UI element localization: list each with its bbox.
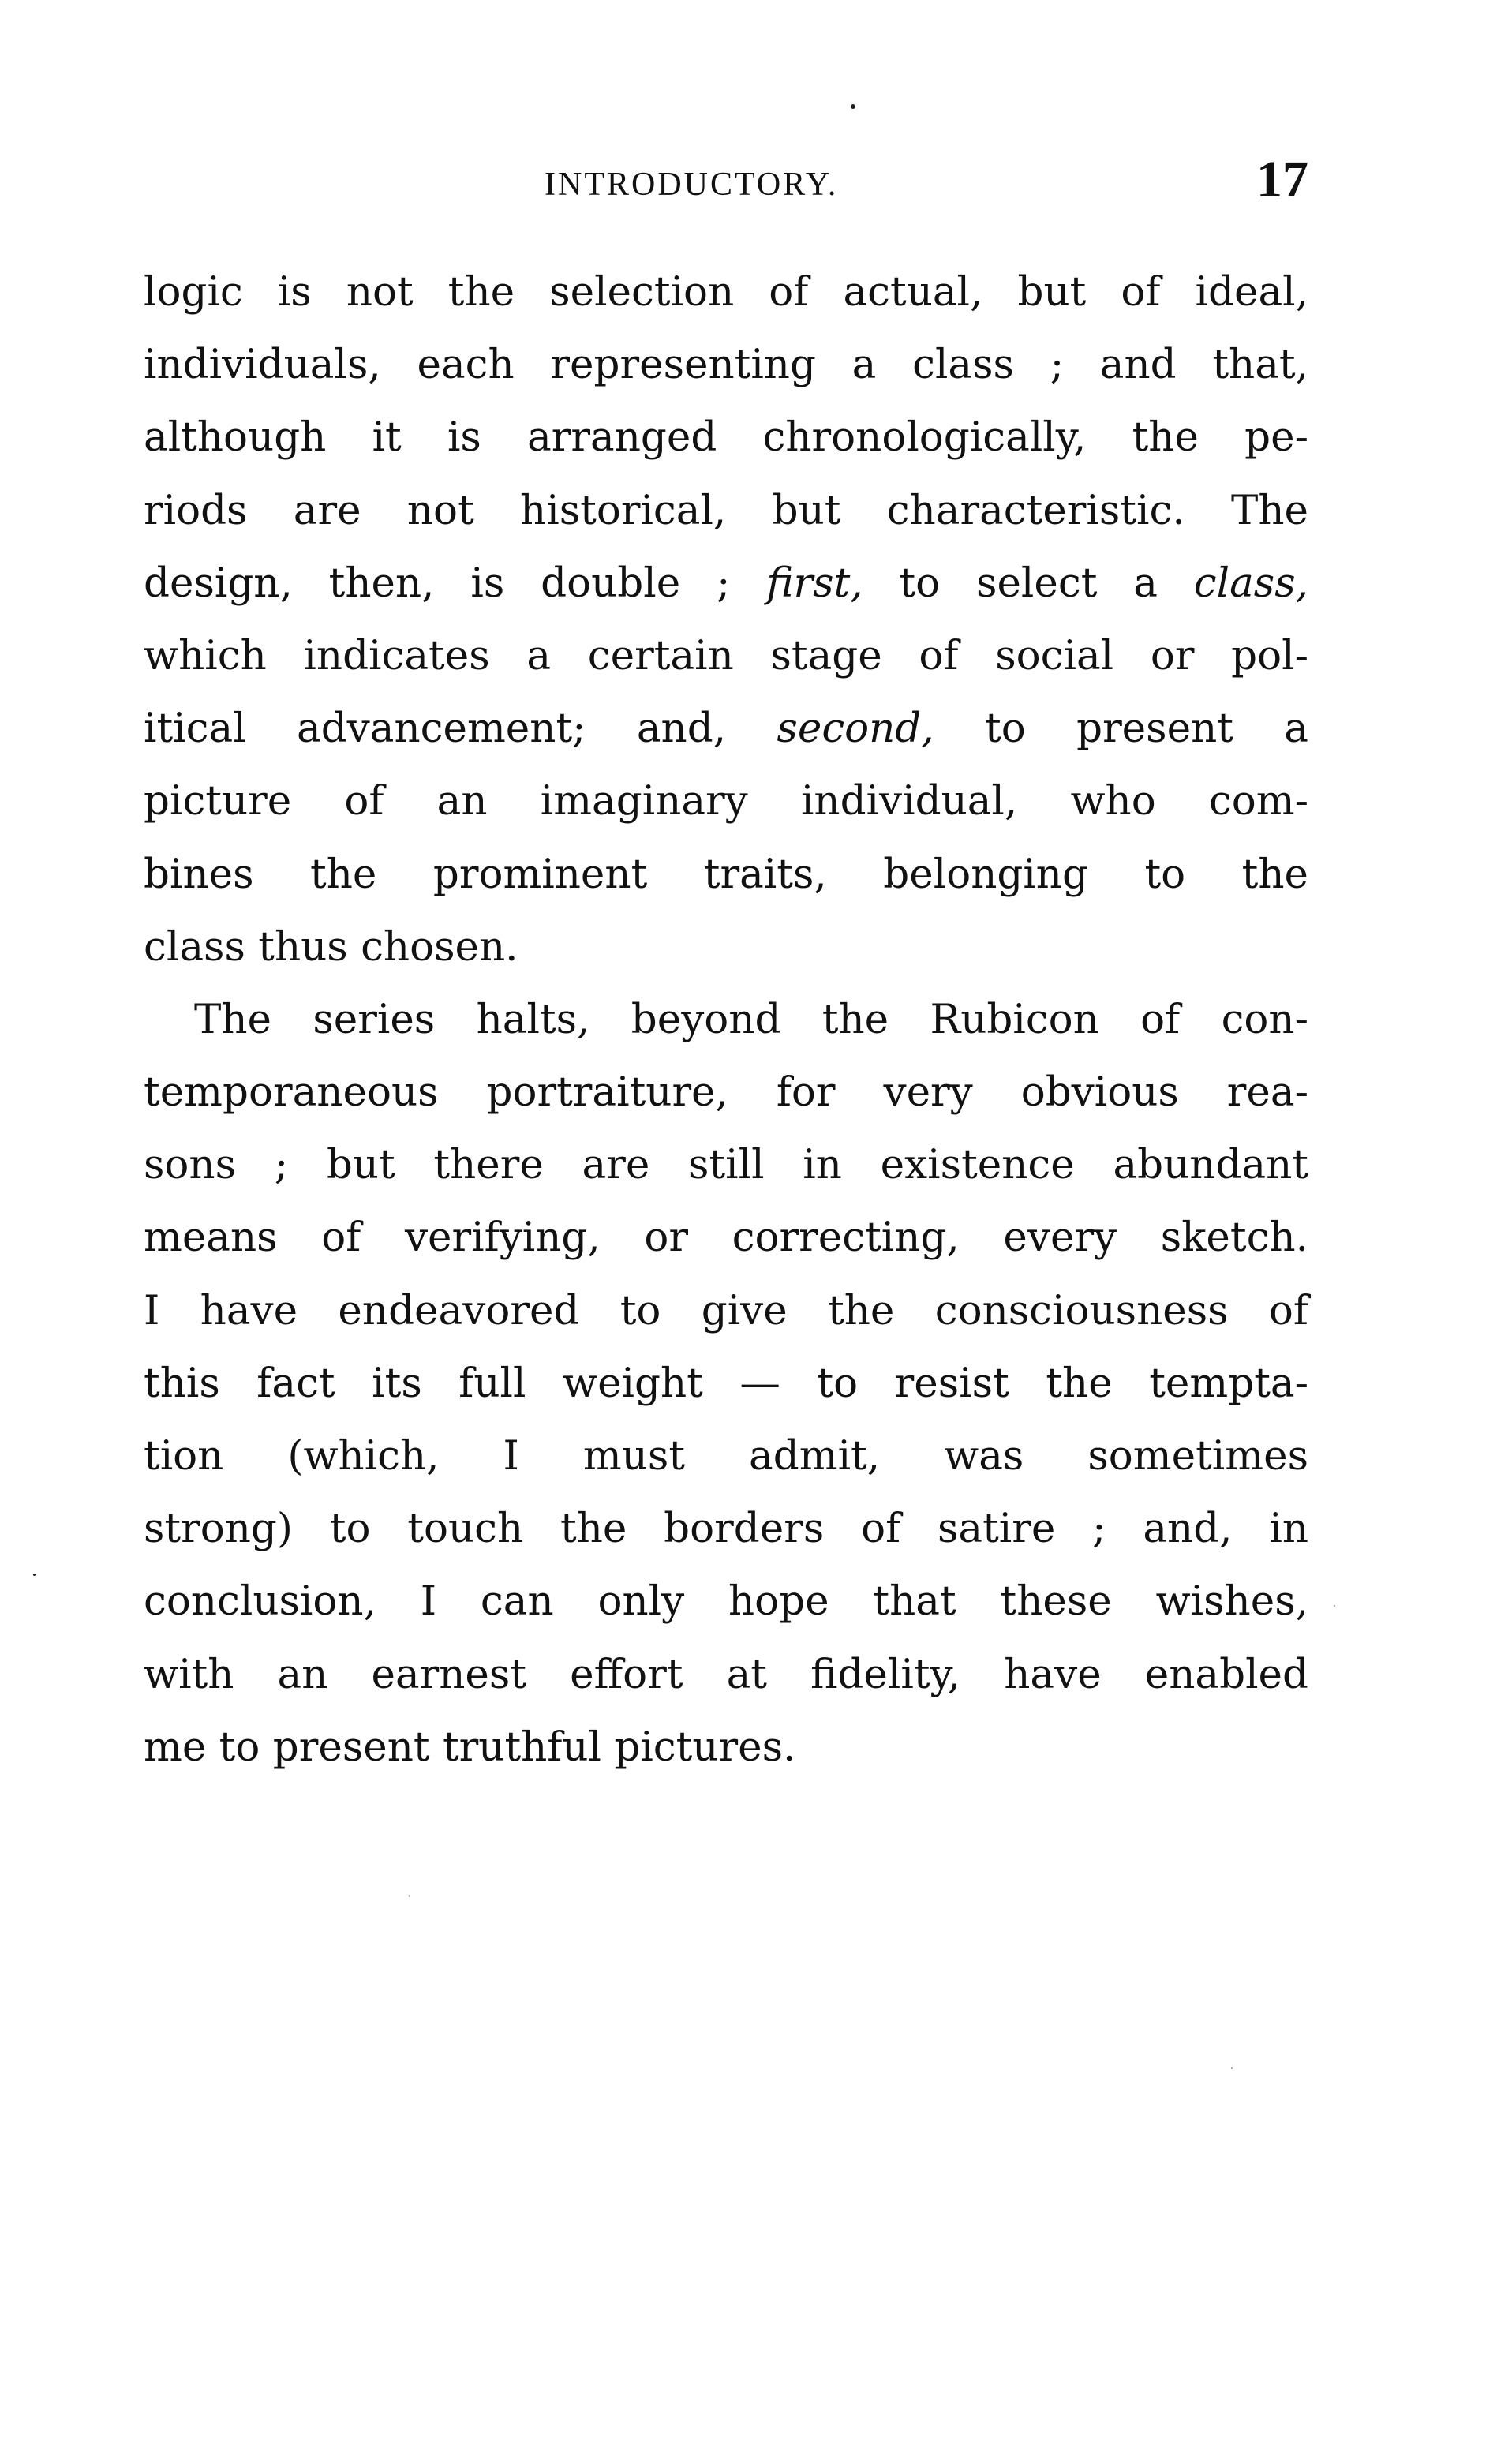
text-run: to select a: [863, 559, 1194, 607]
italic-word: class,: [1193, 559, 1309, 607]
text-line: [144, 1201, 1308, 1274]
text-line: [144, 1128, 1308, 1201]
text-line: [144, 692, 1308, 765]
text-run: itical advancement; and,: [144, 705, 777, 753]
text-line: [144, 838, 1308, 911]
text-line: [144, 1565, 1308, 1637]
text-run: conclusion, I can only hope that these wishes,: [144, 1577, 1308, 1626]
page-header: [144, 151, 1308, 218]
text-line: [144, 1056, 1308, 1128]
text-line: [144, 983, 1308, 1056]
text-line: [144, 1347, 1308, 1420]
ink-speck: [851, 104, 855, 109]
text-run: design, then, is double ;: [144, 559, 767, 607]
text-run: means of verifying, or correcting, every sketch.: [144, 1214, 1308, 1262]
text-line: [144, 1711, 1308, 1783]
italic-word: second,: [777, 705, 934, 753]
text-line: [144, 474, 1308, 547]
running-title: INTRODUCTORY.: [545, 167, 839, 203]
ink-speck: [1334, 1605, 1335, 1607]
ink-speck: [1231, 2067, 1233, 2069]
text-line: [144, 1492, 1308, 1565]
text-run: with an earnest effort at fidelity, have enabled: [144, 1650, 1308, 1698]
text-line: [144, 401, 1308, 473]
text-line: [144, 547, 1308, 619]
text-run: although it is arranged chronologically, the pe-: [144, 413, 1308, 462]
text-run: strong) to touch the borders of satire ; and, in: [144, 1505, 1308, 1553]
body-text: [144, 256, 1308, 1783]
text-run: logic is not the selection of actual, but of ideal,: [144, 268, 1308, 316]
text-run: bines the prominent traits, belonging to the: [144, 850, 1308, 898]
text-line: [144, 328, 1308, 401]
text-run: temporaneous portraiture, for very obvious rea-: [144, 1068, 1308, 1117]
ink-speck: [409, 1895, 410, 1897]
text-line: [144, 1274, 1308, 1347]
text-run: this fact its full weight — to resist the tempta-: [144, 1359, 1308, 1407]
text-run: to present a: [934, 705, 1308, 753]
paragraph: [144, 256, 1308, 983]
text-run: me to present truthful pictures.: [144, 1723, 796, 1771]
text-run: sons ; but there are still in existence abundant: [144, 1141, 1308, 1189]
italic-word: first,: [766, 559, 863, 607]
page-number: 17: [1256, 151, 1308, 208]
text-run: which indicates a certain stage of social or pol-: [144, 631, 1308, 679]
text-run: riods are not historical, but characteristic. The: [144, 486, 1308, 534]
text-line: [144, 619, 1308, 692]
text-run: tion (which, I must admit, was sometimes: [144, 1432, 1308, 1480]
text-run: individuals, each representing a class ; and that,: [144, 341, 1308, 389]
text-line: [144, 1638, 1308, 1711]
text-run: I have endeavored to give the consciousness of: [144, 1286, 1308, 1334]
ink-speck: [33, 1574, 36, 1576]
text-run: class thus chosen.: [144, 922, 518, 971]
text-line: [144, 256, 1308, 328]
paragraph: [144, 983, 1308, 1783]
text-run: picture of an imaginary individual, who com-: [144, 777, 1308, 825]
text-run: The series halts, beyond the Rubicon of con-: [194, 995, 1308, 1043]
text-line: [144, 911, 1308, 983]
text-line: [144, 1420, 1308, 1492]
text-line: [144, 765, 1308, 837]
